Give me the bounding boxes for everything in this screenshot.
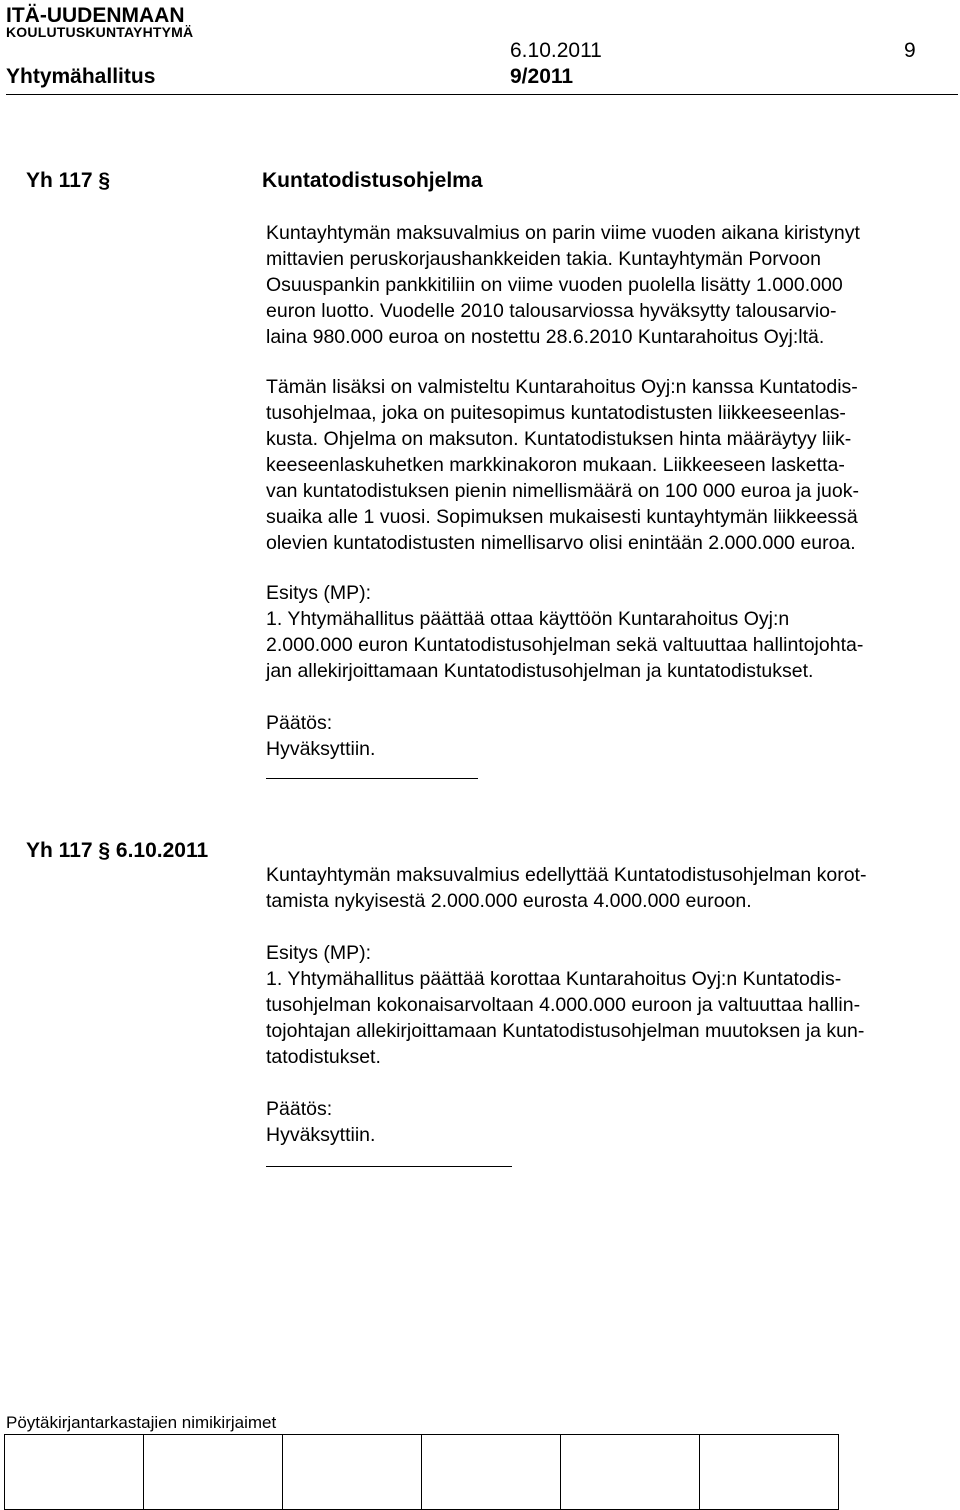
section2-proposal-label: Esitys (MP):: [266, 942, 372, 964]
signature-box: [422, 1435, 561, 1510]
section1-proposal-label: Esitys (MP):: [266, 582, 372, 604]
section2-proposal: 1. Yhtymähallitus päättää korottaa Kuntarahoitus Oyj:n Kuntatodis- tusohjelman kokonaisarvoltaan 4.000.000 euroon ja valtuuttaa hallin- tojohtajan allekirjoittamaan Kuntatodistusohjelman muutoksen ja kun- tatodistukset.: [266, 968, 865, 1068]
section1-decision: Hyväksyttiin.: [266, 738, 376, 760]
signature-box: [144, 1435, 283, 1510]
section1-decision-label: Päätös:: [266, 712, 333, 734]
section2-end-line: [266, 1166, 512, 1167]
section2-paragraph1: Kuntayhtymän maksuvalmius edellyttää Kuntatodistusohjelman korot- tamista nykyisestä 2.000.000 eurosta 4.000.000 euroon.: [266, 864, 867, 912]
section1-paragraph2: Tämän lisäksi on valmisteltu Kuntarahoitus Oyj:n kanssa Kuntatodis- tusohjelmaa, joka on puitesopimus kuntatodistusten liikkeeseenlas- kusta. Ohjelma on maksuton. Kuntatodistuksen hinta määräytyy liik- keeseenlaskuhetken markkinakoron mukaan. Liikkeeseen lasketta- van kuntatodistuksen pienin nimellismäärä on 100 000 euroa ja juok- suaika alle 1 vuosi. Sopimuksen mukaisesti kuntayhtymän liikkeessä olevien kuntatodistusten nimellisarvo olisi enintään 2.000.000 euroa.: [266, 376, 859, 554]
signature-boxes: [4, 1434, 839, 1510]
org-name-line2: KOULUTUSKUNTAYHTYMÄ: [6, 24, 194, 40]
meeting-date: 6.10.2011: [510, 39, 602, 62]
section1-paragraph1: Kuntayhtymän maksuvalmius on parin viime vuoden aikana kiristynyt mittavien peruskorjaushankkeiden takia. Kuntayhtymän Porvoon Osuuspankin pankkitiliin on viime vuoden puolella lisätty 1.000.000 euron luotto. Vuodelle 2010 talousarviossa hyväksytty talousarvio- laina 980.000 euroa on nostettu 28.6.2010 Kuntarahoitus Oyj:ltä.: [266, 222, 860, 348]
issue-number: 9/2011: [510, 65, 574, 88]
section-title: Kuntatodistusohjelma: [262, 169, 483, 192]
header-divider: [6, 94, 958, 95]
body-name: Yhtymähallitus: [6, 65, 156, 88]
page-number: 9: [904, 39, 916, 62]
signature-box: [5, 1435, 144, 1510]
signature-box: [561, 1435, 700, 1510]
signature-box: [283, 1435, 422, 1510]
org-name-line1: ITÄ-UUDENMAAN: [6, 4, 185, 27]
section-number: Yh 117 §: [26, 169, 111, 192]
signature-label: Pöytäkirjantarkastajien nimikirjaimet: [6, 1413, 277, 1432]
section1-proposal: 1. Yhtymähallitus päättää ottaa käyttöön Kuntarahoitus Oyj:n 2.000.000 euron Kuntatodistusohjelman sekä valtuuttaa hallintojohta- jan allekirjoittamaan Kuntatodistusohjelman ja kuntatodistukset.: [266, 608, 864, 682]
section2-decision-label: Päätös:: [266, 1098, 333, 1120]
section2-decision: Hyväksyttiin.: [266, 1124, 376, 1146]
section1-end-line: [266, 778, 478, 779]
section2-number: Yh 117 § 6.10.2011: [26, 839, 209, 862]
signature-box: [700, 1435, 839, 1510]
